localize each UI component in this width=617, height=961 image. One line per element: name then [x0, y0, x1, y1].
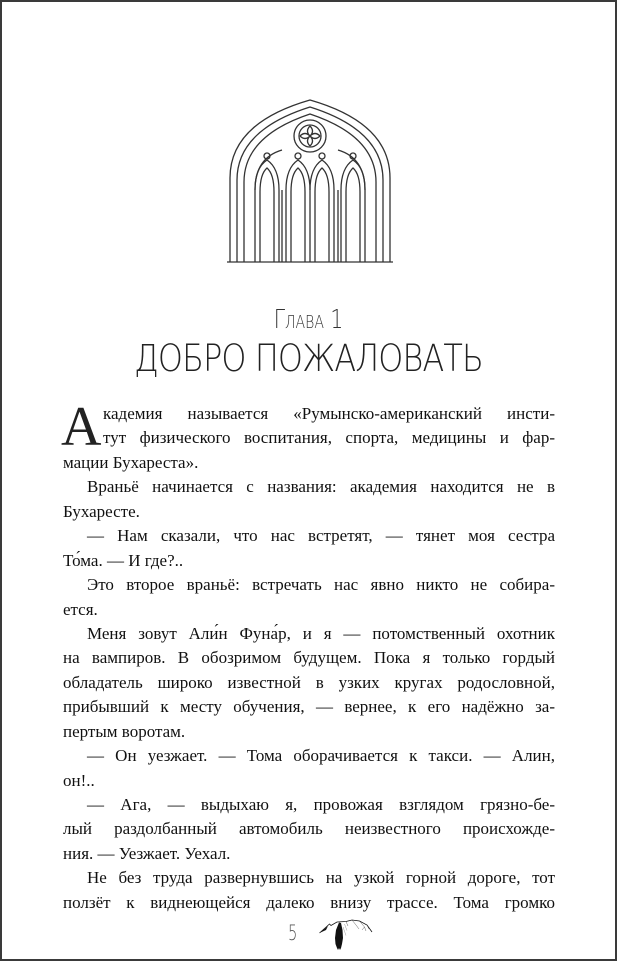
drop-cap: А — [61, 396, 102, 458]
chapter-text — [61, 396, 555, 915]
chapter-title: ДОБРО ПОЖАЛОВАТЬ — [134, 337, 483, 380]
text-line: тут физического воспитания, спорта, медицины и фар- — [103, 428, 555, 448]
book-page — [2, 2, 615, 959]
text-line: ния. — Уезжает. Уехал. — [63, 843, 231, 863]
text-line: на вампиров. В обозримом будущем. Пока я только гордый — [63, 648, 555, 668]
text-line: обладатель широко известной в узких кругах родословной, — [63, 672, 555, 692]
text-line: лый раздолбанный автомобиль неизвестного происхожде- — [63, 819, 555, 839]
text-line: ется. — [63, 599, 98, 619]
text-line: — Нам сказали, что нас встретят, — тянет моя сестра — [87, 526, 555, 546]
text-line: Меня зовут Али́н Фуна́р, и я — потомственный охотник — [87, 623, 555, 643]
chapter-number: Глава 1 — [273, 305, 344, 335]
gothic-window-icon — [227, 98, 393, 264]
text-line: — Ага, — выдыхаю я, провожая взглядом грязно-бе- — [87, 795, 555, 814]
text-line: Не без труда развернувшись на узкой горной дороге, тот — [87, 868, 555, 888]
text-line: мации Бухареста». — [63, 452, 199, 472]
text-line: Бухаресте. — [63, 501, 140, 521]
text-line: прибывший к месту обучения, — вернее, к его надёжно за- — [63, 697, 555, 717]
text-line: пертым воротам. — [63, 721, 186, 741]
text-line: — Он уезжает. — Тома оборачивается к такси. — Алин, — [87, 746, 555, 766]
text-line: То́ма. — И где?.. — [63, 550, 184, 570]
text-line: Это второе враньё: встречать нас явно никто не собира- — [87, 575, 555, 595]
page-number: 5 — [288, 921, 298, 945]
text-line: Враньё начинается с названия: академия находится не в — [87, 477, 555, 497]
text-line: он!.. — [63, 770, 95, 790]
bat-on-branch-icon — [314, 918, 380, 958]
text-line: кадемия называется «Румынско-американский инсти- — [103, 404, 555, 423]
text-line: ползёт к виднеющейся далеко внизу трассе. Тома громко — [63, 892, 555, 912]
